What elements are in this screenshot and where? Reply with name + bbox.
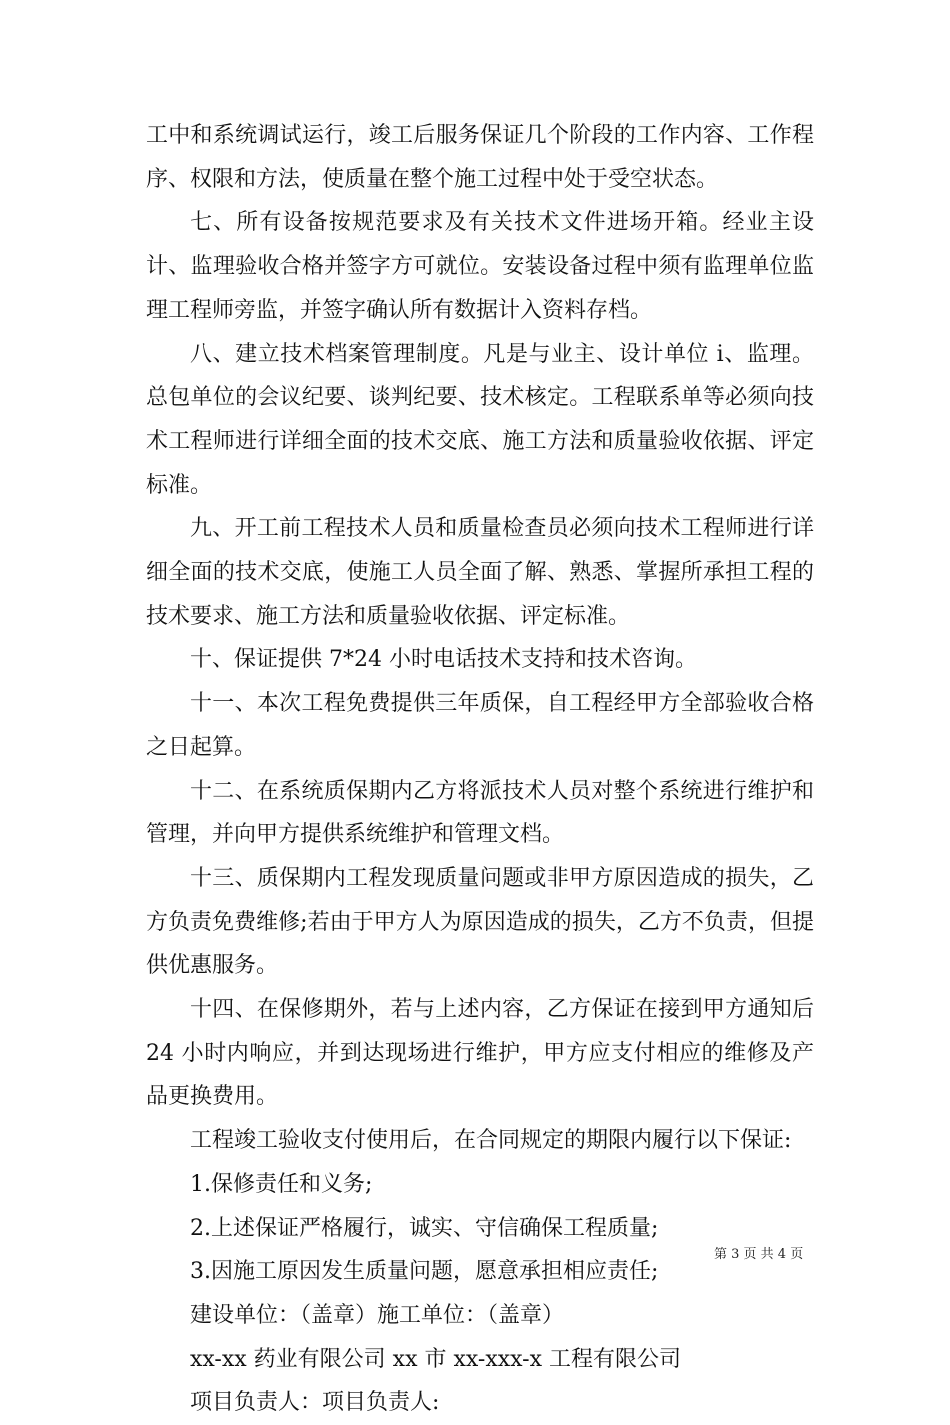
list-item: 3.因施工原因发生质量问题，愿意承担相应责任; [190,1259,659,1285]
paragraph: 工程竣工验收支付使用后，在合同规定的期限内履行以下保证: [190,1128,792,1154]
page-number: 第 3 页 共 4 页 [714,1247,804,1262]
paragraph: 七、所有设备按规范要求及有关技术文件进场开箱。经业主设计、监理验收合格并签字方可就位。安装设备过程中须有监理单位监理工程师旁监，并签字确认所有数据计入资料存档。 [146,210,814,323]
paragraph: 九、开工前工程技术人员和质量检查员必须向技术工程师进行详细全面的技术交底，使施工人员全面了解、熟悉、掌握所承担工程的技术要求、施工方法和质量验收依据、评定标准。 [146,516,814,629]
project-lead-line: 项目负责人：项目负责人: [190,1390,440,1416]
paragraph: 十二、在系统质保期内乙方将派技术人员对整个系统进行维护和管理，并向甲方提供系统维护和管理文档。 [146,778,814,848]
paragraph: 十、保证提供 7*24 小时电话技术支持和技术咨询。 [190,647,697,673]
list-item: 2.上述保证严格履行，诚实、守信确保工程质量; [190,1215,659,1241]
signature-line: 建设单位：（盖章）施工单位：（盖章） [190,1302,565,1328]
paragraph: 八、建立技术档案管理制度。凡是与业主、设计单位 i、监理。总包单位的会议纪要、谈判纪要、技术核定。工程联系单等必须向技术工程师进行详细全面的技术交底、施工方法和质量验收依据、评定标准。 [146,341,814,498]
paragraph: 工中和系统调试运行，竣工后服务保证几个阶段的工作内容、工作程序、权限和方法，使质量在整个施工过程中处于受空状态。 [146,123,814,192]
company-names: xx-xx 药业有限公司 xx 市 xx-xxx-x 工程有限公司 [190,1346,681,1372]
list-item: 1.保修责任和义务; [190,1171,373,1197]
paragraph: 十三、质保期内工程发现质量问题或非甲方原因造成的损失，乙方负责免费维修;若由于甲方人为原因造成的损失，乙方不负责，但提供优惠服务。 [146,865,814,979]
paragraph: 十四、在保修期外，若与上述内容，乙方保证在接到甲方通知后 24 小时内响应，并到达现场进行维护，甲方应支付相应的维修及产品更换费用。 [146,997,814,1110]
document-body [146,114,814,1425]
paragraph: 十一、本次工程免费提供三年质保，自工程经甲方全部验收合格之日起算。 [146,691,814,760]
